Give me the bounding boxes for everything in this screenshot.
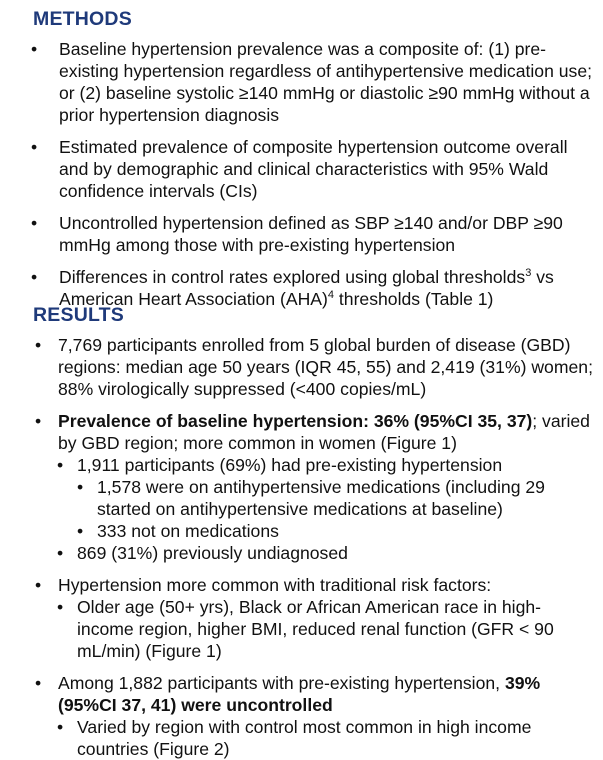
- reference-superscript: 4: [327, 289, 335, 302]
- list-item: [0, 38, 603, 126]
- bullet: •: [57, 543, 64, 563]
- bullet: •: [77, 521, 84, 541]
- list-item: [0, 136, 603, 202]
- results-item-4-text: 1,578 were on antihypertensive medications (including 29 started on antihypertensive medications at baseline): [97, 477, 545, 519]
- results-item-7-text: Hypertension more common with traditional risk factors:: [58, 575, 492, 595]
- methods-item-3-text: Uncontrolled hypertension defined as SBP ≥140 and/or DBP ≥90 mmHg among those with pre-existing hypertension: [59, 213, 563, 255]
- list-item: [0, 672, 603, 716]
- bullet: •: [31, 137, 38, 157]
- list-item: [0, 212, 603, 256]
- results-item-3-text: 1,911 participants (69%) had pre-existing hypertension: [77, 455, 503, 475]
- bullet: •: [57, 597, 64, 617]
- results-item-5-text: 333 not on medications: [97, 521, 279, 541]
- results-item-1-text: 7,769 participants enrolled from 5 global burden of disease (GBD) regions: median age 50 years (IQR 45, 55) and 2,419 (31%) women; 88% virologically suppressed (<400 copies/mL): [58, 335, 593, 399]
- results-list: [0, 334, 603, 760]
- bullet: •: [35, 673, 42, 693]
- list-item: [0, 542, 603, 564]
- methods-item-1-text: Baseline hypertension prevalence was a composite of: (1) pre-existing hypertension regardless of antihypertensive medication use; or (2) baseline systolic ≥140 mmHg or diastolic ≥90 mmHg without a prior hypertension diagnosis: [59, 39, 593, 125]
- bullet: •: [31, 213, 38, 233]
- results-item-6-text: 869 (31%) previously undiagnosed: [77, 543, 348, 563]
- bullet: •: [57, 455, 64, 475]
- list-item: [0, 574, 603, 596]
- methods-item-2-text: Estimated prevalence of composite hypertension outcome overall and by demographic and clinical characteristics with 95% Wald confidence intervals (CIs): [59, 137, 568, 201]
- list-item: [0, 716, 603, 760]
- methods-item-4-text-c: thresholds (Table 1): [334, 289, 494, 309]
- methods-item-4-text-a: Differences in control rates explored using global thresholds: [59, 267, 526, 287]
- list-item: [0, 596, 603, 662]
- results-heading: RESULTS: [33, 304, 124, 326]
- bullet: •: [35, 575, 42, 595]
- results-item-9-bold: 39% (95%CI 37, 41) were uncontrolled: [58, 673, 541, 715]
- bullet: •: [35, 411, 42, 431]
- results-item-2-bold: Prevalence of baseline hypertension: 36% (95%CI 35, 37): [58, 411, 533, 431]
- bullet: •: [35, 335, 42, 355]
- methods-heading: METHODS: [33, 8, 132, 30]
- methods-item-4-text-b: vs American Heart Association (AHA): [59, 267, 554, 309]
- list-item: [0, 410, 603, 454]
- bullet: •: [31, 39, 38, 59]
- results-item-9-text: Among 1,882 participants with pre-existing hypertension,: [58, 673, 505, 693]
- list-item: [0, 454, 603, 476]
- results-item-10-text: Varied by region with control most common in high income countries (Figure 2): [77, 717, 532, 759]
- list-item: [0, 520, 603, 542]
- bullet: •: [57, 717, 64, 737]
- results-item-8-text: Older age (50+ yrs), Black or African American race in high-income region, higher BMI, reduced renal function (GFR < 90 mL/min) (Figure 1): [77, 597, 554, 661]
- list-item: [0, 334, 603, 400]
- bullet: •: [77, 477, 84, 497]
- list-item: [0, 476, 603, 520]
- results-item-2-text: ; varied by GBD region; more common in women (Figure 1): [58, 411, 590, 453]
- reference-superscript: 3: [525, 267, 532, 280]
- bullet: •: [31, 267, 38, 287]
- methods-list: [0, 38, 603, 310]
